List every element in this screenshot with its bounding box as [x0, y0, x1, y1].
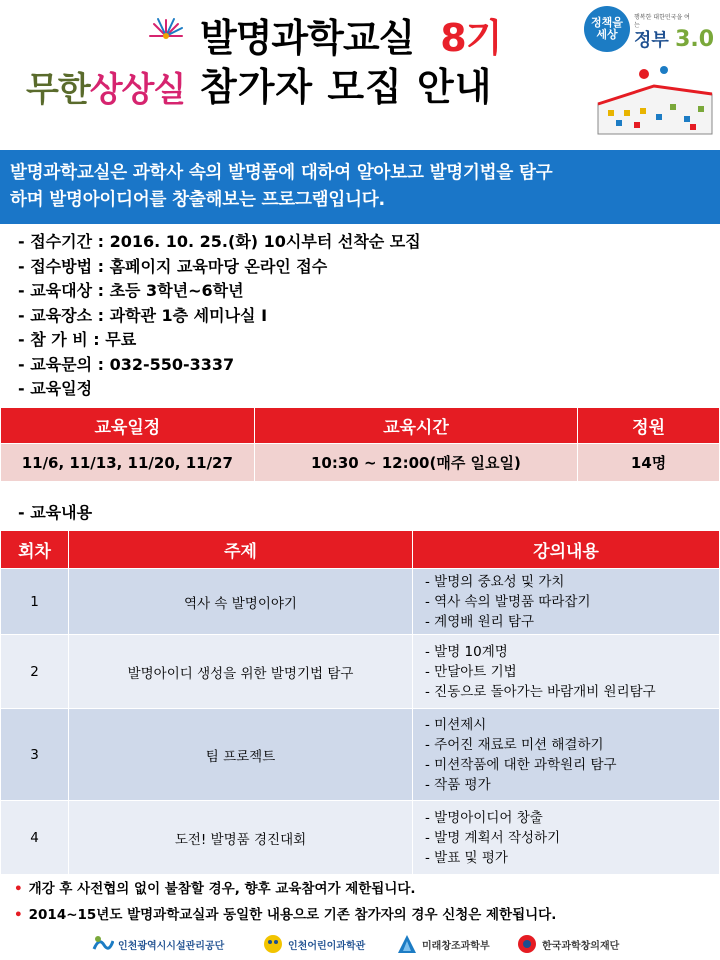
table-row — [1, 444, 720, 482]
session-number: 3 — [1, 709, 69, 801]
gov-circle-emblem: 정책을 세상 — [584, 6, 630, 52]
title-line-1: 발명과학교실 8기 — [200, 16, 502, 60]
detail-item: - 발표 및 평가 — [425, 849, 508, 866]
content-section-label: - 교육내용 — [18, 503, 93, 522]
info-schedule-label: - 교육일정 — [18, 379, 93, 398]
title-line-2: 참가자 모집 안내 — [200, 65, 493, 109]
logo-text: 무한상상실 — [26, 70, 186, 110]
intro-line-2: 하며 발명아이디어를 창출해보는 프로그램입니다. — [10, 190, 385, 210]
generation-badge: 8기 — [440, 16, 502, 60]
session-details — [413, 635, 720, 709]
curriculum-header-session: 회차 — [1, 531, 69, 569]
footer-logos — [0, 926, 720, 960]
schedule-header-time: 교육시간 — [254, 408, 578, 444]
incheon-childrens-science-museum-logo: 인천어린이과학관 — [262, 930, 365, 958]
children-museum-icon — [262, 933, 284, 955]
detail-item: - 발명의 중요성 및 가치 — [425, 573, 565, 590]
page-title — [200, 14, 560, 112]
session-number: 1 — [1, 569, 69, 635]
detail-item: - 미션작품에 대한 과학원리 탐구 — [425, 756, 617, 773]
session-number: 4 — [1, 801, 69, 875]
detail-item: - 발명 10계명 — [425, 643, 508, 660]
schedule-table — [0, 407, 720, 482]
info-application-period: - 접수기간 : 2016. 10. 25.(화) 10시부터 선착순 모집 — [18, 232, 421, 251]
foundation-emblem-icon — [516, 933, 538, 955]
starburst-icon — [146, 16, 186, 56]
schedule-header-row — [1, 408, 720, 444]
session-topic: 발명아이디 생성을 위한 발명기법 탐구 — [69, 635, 413, 709]
notice-list — [14, 876, 714, 928]
session-details — [413, 569, 720, 635]
curriculum-header-details: 강의내용 — [413, 531, 720, 569]
detail-item: - 진동으로 돌아가는 바람개비 원리탐구 — [425, 683, 656, 700]
session-topic: 팀 프로젝트 — [69, 709, 413, 801]
info-list — [18, 230, 708, 402]
bullet-icon: • — [14, 881, 23, 897]
detail-item: - 주어진 재료로 미션 해결하기 — [425, 736, 604, 753]
session-details — [413, 801, 720, 875]
schedule-header-capacity: 정원 — [578, 408, 720, 444]
info-target: - 교육대상 : 초등 3학년~6학년 — [18, 281, 244, 300]
wave-logo-icon — [92, 933, 114, 955]
info-location: - 교육장소 : 과학관 1층 세미나실 I — [18, 305, 268, 325]
schedule-capacity: 14명 — [578, 444, 720, 482]
info-fee: - 참 가 비 : 무료 — [18, 330, 137, 349]
header — [0, 0, 720, 150]
infinite-imagination-logo — [18, 14, 188, 124]
intro-line-1: 발명과학교실은 과학사 속의 발명품에 대하여 알아보고 발명기법을 탐구 — [10, 163, 553, 183]
schedule-dates: 11/6, 11/13, 11/20, 11/27 — [1, 444, 255, 482]
incheon-facilities-logo: 인천광역시시설관리공단 — [92, 930, 224, 958]
detail-item: - 작품 평가 — [425, 776, 491, 793]
session-details — [413, 709, 720, 801]
session-topic: 도전! 발명품 경진대회 — [69, 801, 413, 875]
notice-item: • 개강 후 사전협의 없이 불참할 경우, 향후 교육참여가 제한됩니다. — [14, 881, 416, 897]
intro-banner — [0, 150, 720, 224]
table-row — [1, 635, 720, 709]
info-application-method: - 접수방법 : 홈페이지 교육마당 온라인 접수 — [18, 256, 328, 276]
schedule-time: 10:30 ~ 12:00(매주 일요일) — [254, 444, 578, 482]
detail-item: - 역사 속의 발명품 따라잡기 — [425, 593, 591, 610]
detail-item: - 발명 계획서 작성하기 — [425, 829, 561, 846]
session-topic: 역사 속 발명이야기 — [69, 569, 413, 635]
curriculum-header-topic: 주제 — [69, 531, 413, 569]
curriculum-table — [0, 530, 720, 875]
table-row — [1, 709, 720, 801]
session-number: 2 — [1, 635, 69, 709]
detail-item: - 미션제시 — [425, 716, 487, 733]
schedule-header-dates: 교육일정 — [1, 408, 255, 444]
government-logo — [580, 4, 716, 144]
gov-slogan: 행복한 대한민국을 여는 — [634, 14, 690, 29]
curriculum-header-row — [1, 531, 720, 569]
science-museum-building-icon — [594, 64, 716, 138]
detail-item: - 발명아이디어 창출 — [425, 809, 543, 826]
gov-title: 정부 3.0 — [634, 27, 715, 52]
ministry-emblem-icon — [396, 933, 418, 955]
detail-item: - 계영배 원리 탐구 — [425, 613, 535, 630]
bullet-icon: • — [14, 907, 23, 923]
info-contact: - 교육문의 : 032-550-3337 — [18, 354, 235, 374]
detail-item: - 만달아트 기법 — [425, 663, 517, 680]
table-row — [1, 569, 720, 635]
korea-science-creativity-foundation-logo: 한국과학창의재단 — [516, 930, 619, 958]
notice-item: • 2014~15년도 발명과학교실과 동일한 내용으로 기존 참가자의 경우 신청은 제한됩니다. — [14, 907, 557, 923]
ministry-of-science-logo: 미래창조과학부 — [396, 930, 490, 958]
table-row — [1, 801, 720, 875]
